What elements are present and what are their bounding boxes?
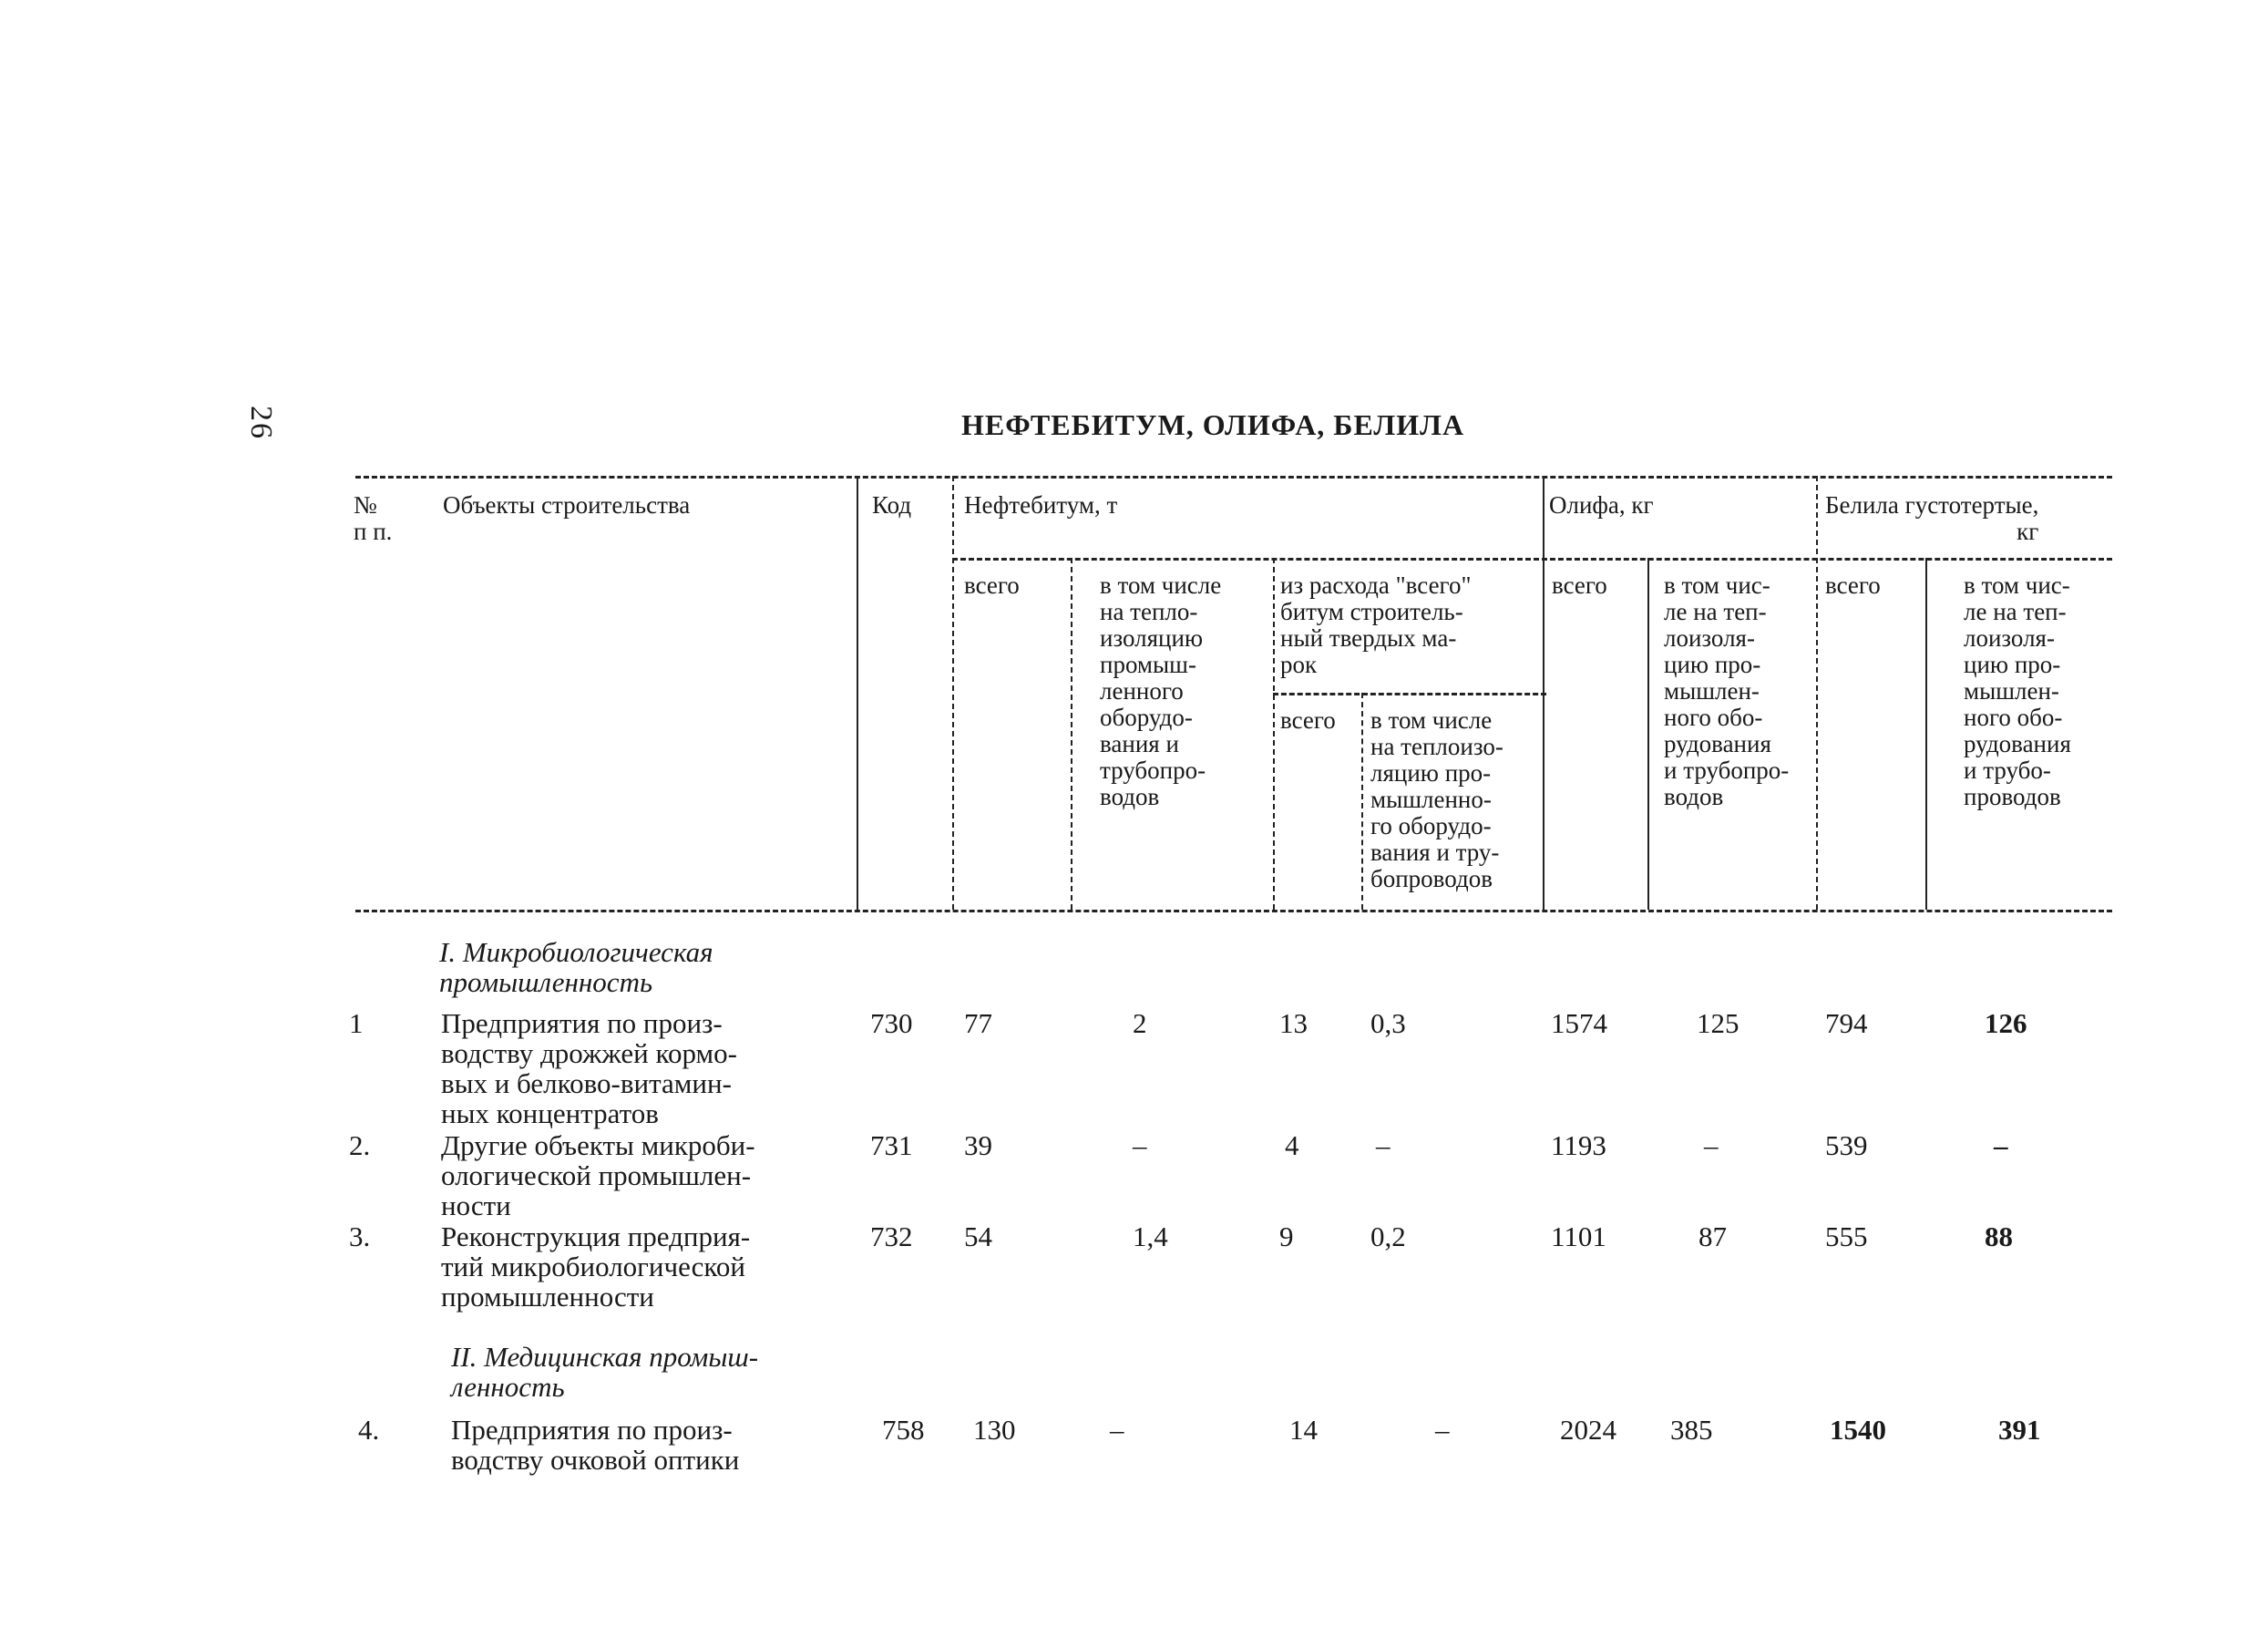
col-rule-olifa-ins [1647, 558, 1649, 910]
header-bitumen-insulation: в том числе на тепло- изоляцию промыш- ленного оборудо- вания и трубопро- водов [1100, 572, 1222, 810]
cell-olifa-insulation: 87 [1698, 1220, 1727, 1252]
header-objects: Объекты строительства [443, 491, 691, 519]
header-olifa: Олифа, кг [1549, 491, 1654, 519]
cell-bitumen-total: 130 [973, 1414, 1016, 1446]
cell-code: 758 [882, 1414, 925, 1446]
cell-olifa-insulation: – [1704, 1129, 1719, 1161]
header-bitumen-hard-insulation: в том числе на теплоизо- ляцию про- мышленно- го оборудо- вания и тру- бопроводов [1370, 706, 1503, 892]
col-rule-hard [1273, 558, 1275, 910]
cell-olifa-total: 1193 [1551, 1129, 1606, 1161]
header-olifa-insulation: в том чис- ле на теп- лоизоля- цию про- мышлен- ного обо- рудования и трубопро- водов [1664, 572, 1790, 810]
cell-num: 4. [358, 1414, 380, 1446]
col-rule-olifa [1543, 476, 1544, 910]
header-bitumen-hard: из расхода "всего" битум строитель- ный твердых ма- рок [1280, 572, 1472, 678]
cell-white-total: 1540 [1830, 1414, 1886, 1446]
cell-olifa-total: 2024 [1560, 1414, 1616, 1446]
cell-bitumen-total: 77 [964, 1007, 992, 1039]
cell-white-insulation: 126 [1985, 1007, 2027, 1039]
header-num: № п п. [354, 491, 393, 545]
cell-object-name: Предприятия по произ- водству дрожжей кормо- вых и белково-витамин- ных концентратов [441, 1007, 737, 1129]
col-rule-code [952, 476, 954, 910]
cell-hard-insulation: – [1435, 1414, 1450, 1446]
header-code: Код [872, 491, 912, 519]
header-bitumen: Нефтебитум, т [964, 491, 1118, 519]
cell-num: 2. [349, 1129, 371, 1161]
cell-olifa-total: 1574 [1551, 1007, 1607, 1039]
header-white-total: всего [1825, 572, 1881, 599]
header-white: Белила густотертые, кг [1825, 491, 2039, 545]
cell-object-name: Другие объекты микроби- ологической промышлен- ности [441, 1129, 755, 1221]
cell-hard-total: 9 [1279, 1220, 1294, 1252]
header-top-rule [355, 476, 2112, 479]
cell-object-name: Предприятия по произ- водству очковой оптики [451, 1414, 740, 1476]
cell-hard-insulation: – [1376, 1129, 1391, 1161]
section-title: II. Медицинская промыш- ленность [451, 1341, 759, 1403]
col-rule-hard-ins [1361, 693, 1363, 910]
subheader-rule [952, 558, 2112, 561]
cell-bitumen-insulation: 1,4 [1133, 1220, 1168, 1252]
cell-object-name: Реконструкция предприя- тий микробиологической промышленности [441, 1220, 751, 1313]
col-rule-objects [857, 476, 858, 910]
cell-code: 730 [870, 1007, 913, 1039]
cell-bitumen-total: 54 [964, 1220, 992, 1252]
header-white-insulation: в том чис- ле на теп- лоизоля- цию про- мышлен- ного обо- рудования и трубо- проводов [1964, 572, 2071, 810]
page-title: НЕФТЕБИТУМ, ОЛИФА, БЕЛИЛА [961, 408, 1465, 441]
cell-olifa-insulation: 385 [1670, 1414, 1713, 1446]
cell-white-total: 794 [1825, 1007, 1868, 1039]
cell-code: 731 [870, 1129, 913, 1161]
cell-bitumen-total: 39 [964, 1129, 992, 1161]
cell-white-total: 555 [1825, 1220, 1868, 1252]
cell-bitumen-insulation: 2 [1133, 1007, 1147, 1039]
col-rule-white-ins [1925, 558, 1927, 910]
cell-num: 3. [349, 1220, 371, 1252]
header-bottom-rule [355, 910, 2112, 912]
cell-hard-total: 4 [1285, 1129, 1299, 1161]
cell-hard-total: 14 [1289, 1414, 1318, 1446]
cell-olifa-insulation: 125 [1697, 1007, 1739, 1039]
cell-bitumen-insulation: – [1133, 1129, 1147, 1161]
cell-olifa-total: 1101 [1551, 1220, 1606, 1252]
cell-hard-insulation: 0,3 [1370, 1007, 1406, 1039]
cell-hard-total: 13 [1279, 1007, 1308, 1039]
header-bitumen-total: всего [964, 572, 1020, 599]
cell-white-insulation: 391 [1998, 1414, 2041, 1446]
col-rule-bitumen-ins [1071, 558, 1072, 910]
header-olifa-total: всего [1552, 572, 1607, 599]
cell-white-total: 539 [1825, 1129, 1868, 1161]
section-title: I. Микробиологическая промышленность [439, 936, 713, 998]
col-rule-white [1816, 476, 1818, 910]
cell-bitumen-insulation: – [1110, 1414, 1124, 1446]
page-number: 26 [244, 406, 278, 440]
header-bitumen-hard-total: всего [1280, 706, 1336, 734]
cell-white-insulation: – [1994, 1129, 2008, 1161]
cell-code: 732 [870, 1220, 913, 1252]
cell-num: 1 [349, 1007, 364, 1039]
hard-bitumen-rule [1273, 693, 1546, 695]
cell-white-insulation: 88 [1985, 1220, 2013, 1252]
cell-hard-insulation: 0,2 [1370, 1220, 1406, 1252]
